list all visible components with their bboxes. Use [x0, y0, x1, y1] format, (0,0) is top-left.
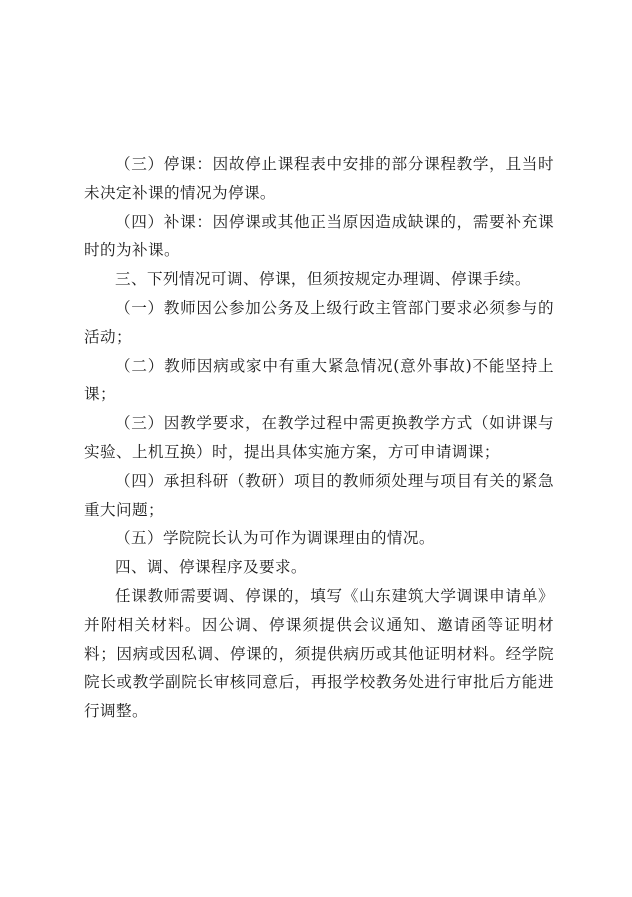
- section-heading-three: 三、下列情况可调、停课，但须按规定办理调、停课手续。: [115, 270, 531, 289]
- list-item-official-duty: （一）教师因公参加公务及上级行政主管部门要求必须参与的活动；: [84, 298, 554, 346]
- list-item-dean-approval: （五）学院院长认为可作为调课理由的情况。: [115, 529, 435, 548]
- paragraph-procedure: 任课教师需要调、停课的，填写《山东建筑大学调课申请单》并附相关材料。因公调、停课须提供会议通知、邀请函等证明材料；因病或因私调、停课的，须提供病历或其他证明材料。经学院院长或教学副院长审核同意后，再报学校教务处进行审批后方能进行调整。: [84, 586, 554, 721]
- paragraph-suspension-definition: （三）停课：因故停止课程表中安排的部分课程教学，且当时未决定补课的情况为停课。: [84, 155, 554, 202]
- list-item-research-project: （四）承担科研（教研）项目的教师须处理与项目有关的紧急重大问题；: [84, 471, 554, 519]
- list-item-teaching-method: （三）因教学要求，在教学过程中需更换教学方式（如讲课与实验、上机互换）时，提出具体实施方案，方可申请调课；: [84, 414, 554, 461]
- list-item-illness-emergency: （二）教师因病或家中有重大紧急情况(意外事故)不能坚持上课；: [84, 356, 554, 404]
- section-heading-four: 四、调、停课程序及要求。: [115, 558, 307, 577]
- document-body: [84, 150, 554, 726]
- paragraph-makeup-definition: （四）补课：因停课或其他正当原因造成缺课的，需要补充课时的为补课。: [84, 212, 554, 260]
